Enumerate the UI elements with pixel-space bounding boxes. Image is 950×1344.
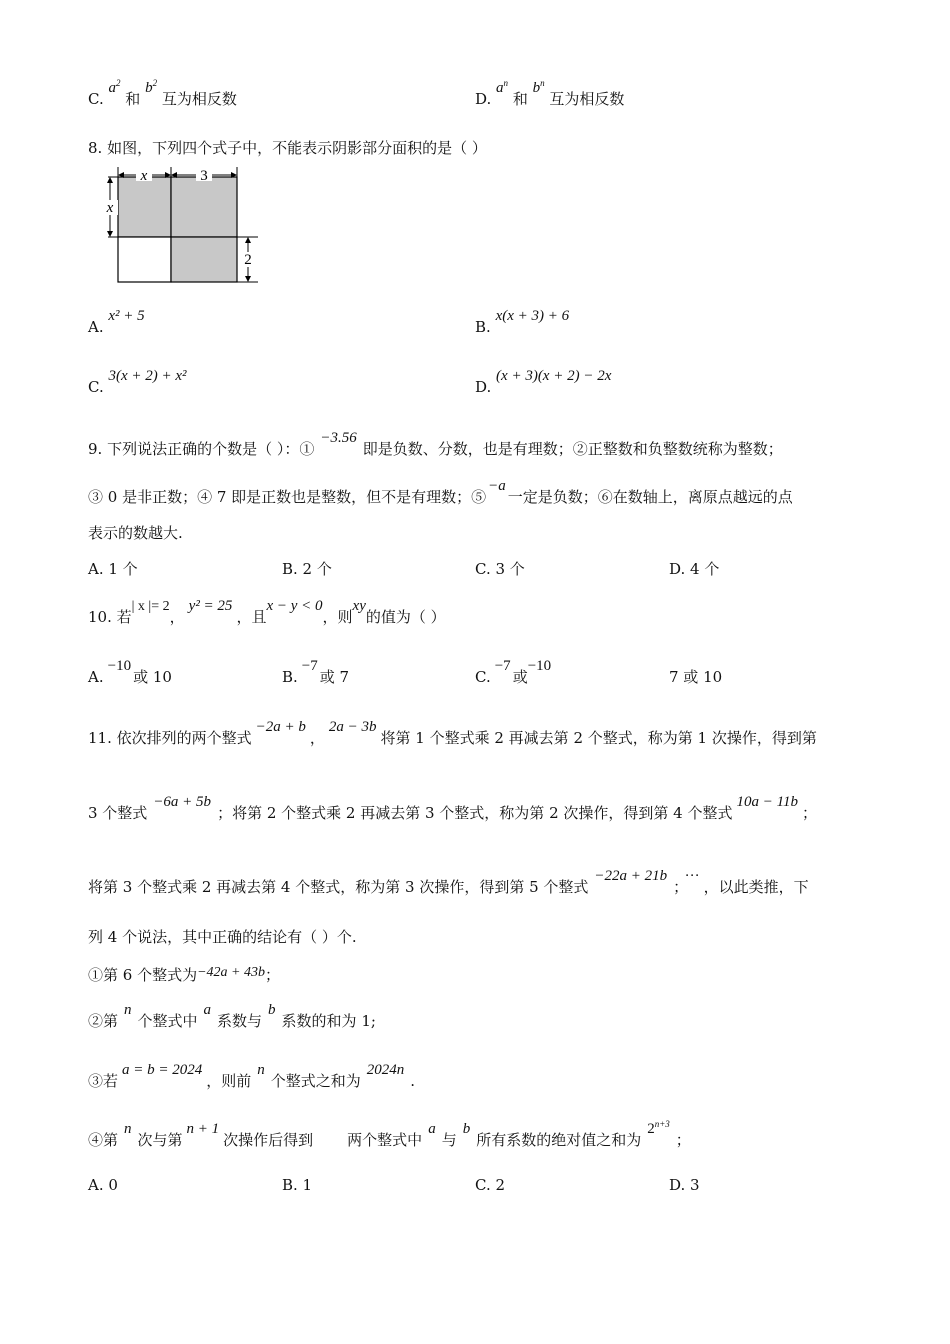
option-label: D. [475,378,492,396]
q8-figure [98,165,268,290]
q11-statement-4: ④第n次与第n + 1次操作后得到 两个整式中a与b所有系数的绝对值之和为$2^{n+3}$； [88,1119,691,1149]
q11-statement-3: ③若a = b = 2024，则前n个整式之和为2024n. [88,1062,416,1090]
text: 和 [512,90,528,108]
q11-line-2: 3 个整式−6a + 5b；将第 2 个整式乘 2 再减去第 3 个整式，称为第 2 次操作，得到第 4 个整式10a − 11b； [88,794,817,822]
label-top-3: 3 [200,168,208,184]
math: $b^2$ [145,78,158,96]
q9-line-1: 9. 下列说法正确的个数是（ ）：①−3.56即是负数、分数，也是有理数；②正整数和负整数统称为整数； [88,430,783,458]
label-top-x: x [140,168,148,184]
math: (x + 3)(x + 2) − 2x [496,368,612,384]
option-label: C. [88,90,104,108]
text: 和 [125,90,141,108]
math: $a^2$ [108,78,121,96]
q9-option-d[interactable]: D. 4 个 [669,560,720,578]
q10-option-c[interactable]: C.−7或−10 [475,658,552,686]
math: $b^n$ [532,78,545,96]
q11-statement-1: ①第 6 个整式为−42a + 43b； [88,965,281,984]
q8-option-d[interactable] [475,368,612,397]
q10-option-b[interactable]: B.−7或 7 [282,658,350,686]
q10-option-d[interactable]: 7 或 10 [669,668,723,686]
q9-line-3: 表示的数越大. [88,524,183,542]
q9-line-2: ③ 0 是非正数；④ 7 即是正数也是整数，但不是有理数；⑤−a一定是负数；⑥在数轴上，离原点越远的点 [88,478,793,506]
option-label: C. [88,378,104,396]
label-right-2: 2 [244,252,252,268]
text: 互为相反数 [161,90,237,108]
label-left-x: x [106,200,114,216]
q9-option-c[interactable]: C. 3 个 [475,560,525,578]
q7-option-d[interactable] [475,78,625,109]
text: 互为相反数 [549,90,625,108]
q10-option-a[interactable]: A.−10或 10 [88,658,172,686]
q9-option-b[interactable]: B. 2 个 [282,560,332,578]
q8-stem: 8. 如图，下列四个式子中，不能表示阴影部分面积的是（ ） [88,139,487,157]
q11-option-b[interactable]: B. 1 [282,1176,313,1194]
math: $a^n$ [496,78,509,96]
q7-option-c[interactable] [88,78,237,109]
math: x(x + 3) + 6 [495,308,570,324]
option-label: D. [475,90,492,108]
shaded-top-left [118,177,171,237]
q11-option-c[interactable]: C. 2 [475,1176,506,1194]
shaded-top-right [171,177,237,237]
q8-option-a[interactable] [88,308,145,337]
q8-option-b[interactable] [475,308,570,337]
unshaded-bottom-left [118,237,171,282]
q11-line-1: 11. 依次排列的两个整式−2a + b，2a − 3b将第 1 个整式乘 2 再减去第 2 个整式，称为第 1 次操作，得到第 [88,719,817,747]
math: x² + 5 [108,308,145,324]
option-label: B. [475,318,491,336]
q11-option-d[interactable]: D. 3 [669,1176,700,1194]
q11-line-3: 将第 3 个整式乘 2 再减去第 4 个整式，称为第 3 次操作，得到第 5 个整式−22a + 21b；···，以此类推，下 [88,868,809,896]
q8-option-c[interactable] [88,368,187,397]
shaded-bottom-right [171,237,237,282]
q11-option-a[interactable]: A. 0 [88,1176,118,1194]
q10-stem: 10. 若| x |= 2，y² = 25，且x − y < 0，则xy的值为（ ） [88,598,446,626]
option-label: A. [88,318,104,336]
q9-option-a[interactable]: A. 1 个 [88,560,138,578]
math: 3(x + 2) + x² [108,368,187,384]
q11-statement-2: ②第n个整式中a系数与b系数的和为 1; [88,1002,376,1030]
q11-line-4: 列 4 个说法，其中正确的结论有（ ）个. [88,928,357,946]
